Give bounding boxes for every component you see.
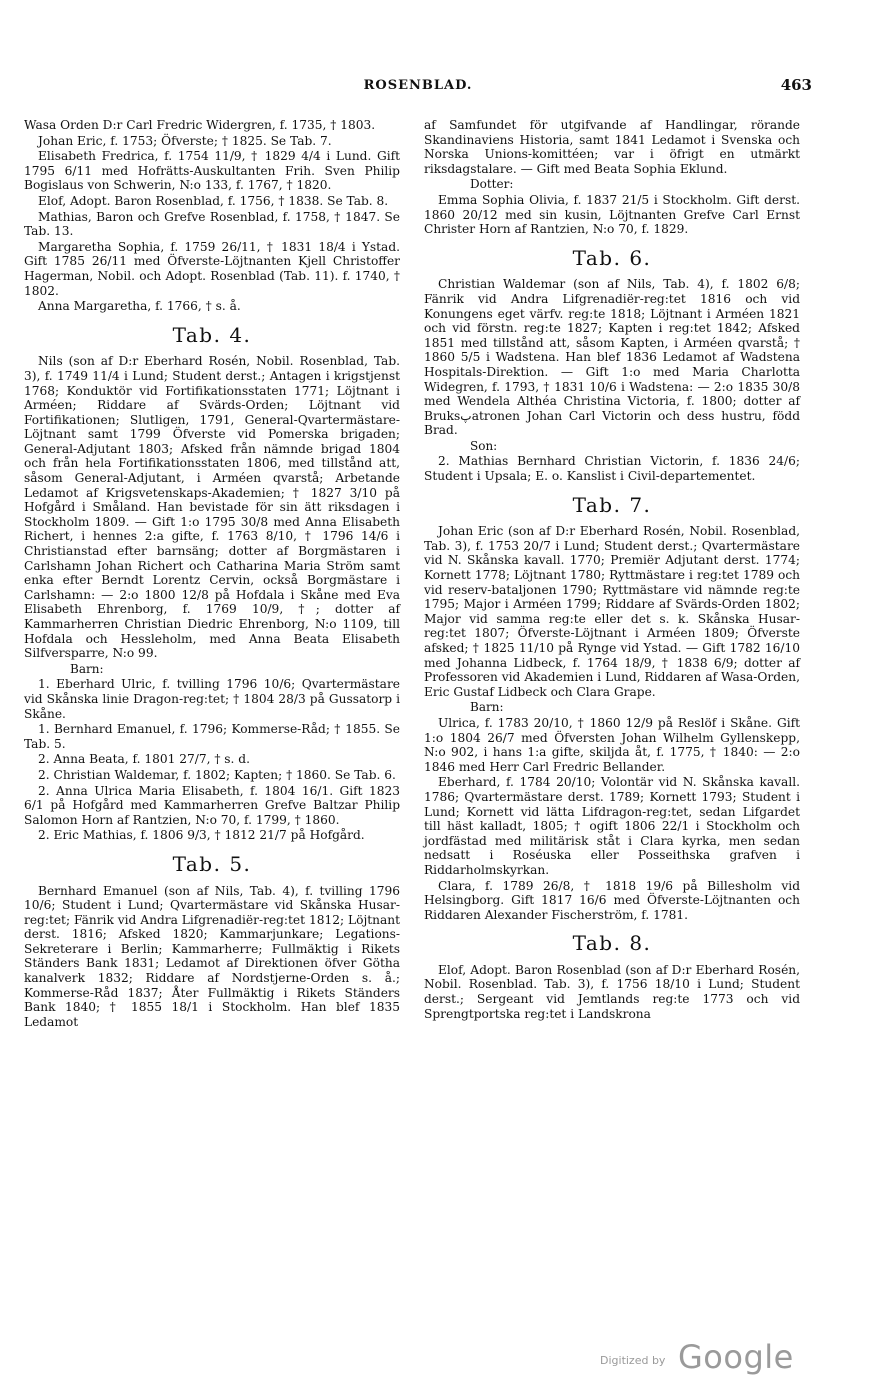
entry-text: Johan Eric, f. 1753; Öfverste; † 1825. Se Tab. 7.	[38, 133, 332, 148]
children-label: Barn:	[470, 700, 504, 715]
child-entry: 1. Eberhard Ulric, f. tvilling 1796 10/6; Qvartermästare vid Skånska linie Dragon-reg:tet; † 1804 28/3 på Gussatorp i Skåne.	[24, 677, 400, 721]
child-entry: Emma Sophia Olivia, f. 1837 21/5 i Stockholm. Gift derst. 1860 20/12 med sin kusin, Löjtnanten Grefve Carl Ernst Christer Horn af Rantzien, N:o 70, f. 1829.	[424, 192, 800, 237]
son-label: Son:	[470, 438, 498, 453]
digitization-watermark	[600, 1338, 794, 1378]
child-entry: 2. Anna Beata, f. 1801 27/7, † s. d.	[38, 752, 250, 767]
entry-text: Mathias, Baron och Grefve Rosenblad, f. 1758, † 1847. Se Tab. 13.	[24, 209, 400, 239]
google-logo: Google	[678, 1338, 794, 1376]
entry-christian: Christian Waldemar (son af Nils, Tab. 4), f. 1802 6/8; Fänrik vid Andra Lifgrenadiër-reg:tet 1816 och vid Konungens eget värfv. reg:te 1818; Löjtnant i Arméen 1821 och vid förstn. reg:te 1827; Kapten i reg:tet 1842; Afsked 1851 med tillstånd att, såsom Kapten, i Arméen qvarstå; † 1860 5/5 i Wadstena. Han blef 1836 Ledamot af Wadstena Hospitals-Direktion. — Gift 1:o med Maria Charlotta Widegren, f. 1793, † 1831 10/6 i Wadstena: — 2:o 1835 30/8 med Wendela Althéa Christina Victoria, f. 1800; dotter af Bruksپatronen Johan Carl Victorin och dess hustru, född Brad.	[424, 277, 800, 438]
daughter-label: Dotter:	[470, 177, 514, 192]
page-number: 463	[780, 76, 812, 94]
child-entry: 2. Mathias Bernhard Christian Victorin, f. 1836 24/6; Student i Upsala; E. o. Kanslist i Civil-departementet.	[424, 454, 800, 484]
child-entry: Ulrica, f. 1783 20/10, † 1860 12/9 på Reslöf i Skåne. Gift 1:o 1804 26/7 med Öfversten Johan Wilhelm Gyllenskepp, N:o 902, i hans 1:a gifte, skiljda åt, f. 1775, † 1840: — 2:o 1846 med Herr Carl Fredric Bellander.	[424, 715, 800, 774]
left-column	[24, 118, 400, 1030]
table-heading-8: Tab. 8.	[572, 931, 652, 956]
entry-text: Elof, Adopt. Baron Rosenblad, f. 1756, † 1838. Se Tab. 8.	[38, 193, 389, 208]
table-heading-5: Tab. 5.	[172, 851, 252, 876]
child-entry: 2. Christian Waldemar, f. 1802; Kapten; † 1860. Se Tab. 6.	[38, 767, 396, 782]
entry-elof: Elof, Adopt. Baron Rosenblad (son af D:r Eberhard Rosén, Nobil. Rosenblad. Tab. 3), f. 1756 18/10 i Lund; Student derst.; Sergeant vid Jemtlands reg:te 1773 och vid Sprengtportska reg:tet i Landskrona	[424, 962, 800, 1021]
right-column	[424, 118, 800, 1022]
child-entry: Clara, f. 1789 26/8, † 1818 19/6 på Billesholm vid Helsingborg. Gift 1817 16/6 med Öfverste-Löjtnanten och Riddaren Alexander Fischerström, f. 1781.	[424, 878, 800, 922]
entry-text: Wasa Orden D:r Carl Fredric Widergren, f. 1735, † 1803.	[24, 118, 376, 132]
entry-text: Margaretha Sophia, f. 1759 26/11, † 1831 18/4 i Ystad. Gift 1785 26/11 med Öfverste-Löjtnanten Kjell Christoffer Hagerman, Nobil. och Adopt. Rosenblad (Tab. 11). f. 1740, † 1802.	[24, 239, 400, 298]
entry-text: af Samfundet för utgifvande af Handlingar, rörande Skandinaviens Historia, samt 1841 Ledamot i Svenska och Norska Unions-komittéen; var i öfrigt en utmärkt riksdagstalare. — Gift med Beata Sophia Eklund.	[424, 118, 800, 176]
child-entry: 2. Anna Ulrica Maria Elisabeth, f. 1804 16/1. Gift 1823 6/1 på Hofgård med Kammarherren Grefve Baltzar Philip Salomon Horn af Rantzien, N:o 70, f. 1799, † 1860.	[24, 783, 400, 827]
table-heading-4: Tab. 4.	[172, 322, 252, 347]
child-entry: 1. Bernhard Emanuel, f. 1796; Kommerse-Råd; † 1855. Se Tab. 5.	[24, 722, 400, 751]
entry-text: Anna Margaretha, f. 1766, † s. å.	[38, 299, 241, 314]
child-entry: Eberhard, f. 1784 20/10; Volontär vid N. Skånska kavall. 1786; Qvartermästare derst. 1789; Kornett 1793; Student i Lund; Kornett vid lätta Lifdragon-reg:tet, sedan Lifgardet till häst kalladt, 1805; † ogift 1806 22/1 i Stockholm och jordfästad med militärisk ståt i Clara kyrka, men sedan nedsatt i Roséuska eller Posseithska grafven i Riddarholmskyrkan.	[424, 775, 800, 877]
entry-johan: Johan Eric (son af D:r Eberhard Rosén, Nobil. Rosenblad, Tab. 3), f. 1753 20/7 i Lund; Student derst.; Qvartermästare vid N. Skånska kavall. 1770; Premiër Adjutant derst. 1774; Kornett 1778; Löjtnant 1780; Ryttmästare i reg:tet 1789 och vid reserv-bataljonen 1790; Ryttmästare vid nämnde reg:te 1795; Major i Arméen 1799; Riddare af Svärds-Orden 1802; Major vid samma reg:te eller det s. k. Skånska Husar-reg:tet 1807; Öfverste-Löjtnant i Arméen 1809; Öfverste afsked; † 1825 11/10 på Rynge vid Ystad. — Gift 1782 16/10 med Johanna Lidbeck, f. 1764 18/9, † 1838 6/9; dotter af Professoren vid Akademien i Lund, Riddaren af Wasa-Orden, Eric Gustaf Lidbeck och Clara Grape.	[424, 524, 800, 699]
table-heading-7: Tab. 7.	[572, 492, 652, 517]
table-heading-6: Tab. 6.	[572, 245, 652, 270]
running-title: ROSENBLAD.	[363, 78, 473, 93]
children-label: Barn:	[70, 661, 104, 676]
entry-bernhard: Bernhard Emanuel (son af Nils, Tab. 4), f. tvilling 1796 10/6; Student i Lund; Qvartermästare vid Skånska Husar-reg:tet; Fänrik vid Andra Lifgrenadiër-reg:tet 1812; Löjtnant derst. 1816; Afsked 1820; Kammarjunkare; Legations-Sekreterare i Berlin; Kammarherre; Fullmäktig i Rikets Ständers Bank 1831; Ledamot af Direktionen öfver Götha kanalverk 1832; Riddare af Nordstjerne-Orden s. å.; Kommerse-Råd 1837; Åter Fullmäktig i Rikets Ständers Bank 1840; † 1855 18/1 i Stockholm. Han blef 1835 Ledamot	[24, 883, 400, 1029]
watermark-prefix: Digitized by	[600, 1354, 666, 1367]
entry-text: Elisabeth Fredrica, f. 1754 11/9, † 1829 4/4 i Lund. Gift 1795 6/11 med Hofrätts-Auskultanten Frih. Sven Philip Bogislaus von Schwerin, N:o 133, f. 1767, † 1820.	[24, 149, 400, 193]
running-header	[24, 78, 812, 102]
entry-nils: Nils (son af D:r Eberhard Rosén, Nobil. Rosenblad, Tab. 3), f. 1749 11/4 i Lund; Student derst.; Antagen i krigstjenst 1768; Konduktör vid Fortifikationsstaten 1771; Löjtnant i Arméen; Riddare af Svärds-Orden; Löjtnant vid Fortifikationen; Slutligen, 1791, General-Qvartermästare-Löjtnant samt 1799 Öfverste vid Pomerska brigaden; General-Adjutant 1803; Afsked från nämnde brigad 1804 och från hela Fortifikationsstaten 1806, med tillstånd att, såsom General-Adjutant, i Arméen qvarstå; Arbetande Ledamot af Krigsvetenskaps-Akademien; † 1827 3/10 på Hofgård i Småland. Han bevistade för sin ätt riksdagen i Stockholm 1809. — Gift 1:o 1795 30/8 med Anna Elisabeth Richert, i hennes 2:a gifte, f. 1763 8/10, † 1796 14/6 i Christianstad efter barnsäng; dotter af Borgmästaren i Carlshamn Johan Richert och Catharina Maria Ström samt enka efter Berndt Lorentz Cervin, också Borgmästare i Carlshamn: — 2:o 1800 12/8 på Hofdala i Skåne med Eva Elisabeth Ehrenborg, f. 1769 10/9, †; dotter af Kammarherren Christian Diedric Ehrenborg, N:o 1109, till Hofdala och Hessleholm, med Anna Beata Elisabeth Silfversparre, N:o 99.	[24, 354, 400, 661]
child-entry: 2. Eric Mathias, f. 1806 9/3, † 1812 21/7 på Hofgård.	[38, 828, 365, 843]
